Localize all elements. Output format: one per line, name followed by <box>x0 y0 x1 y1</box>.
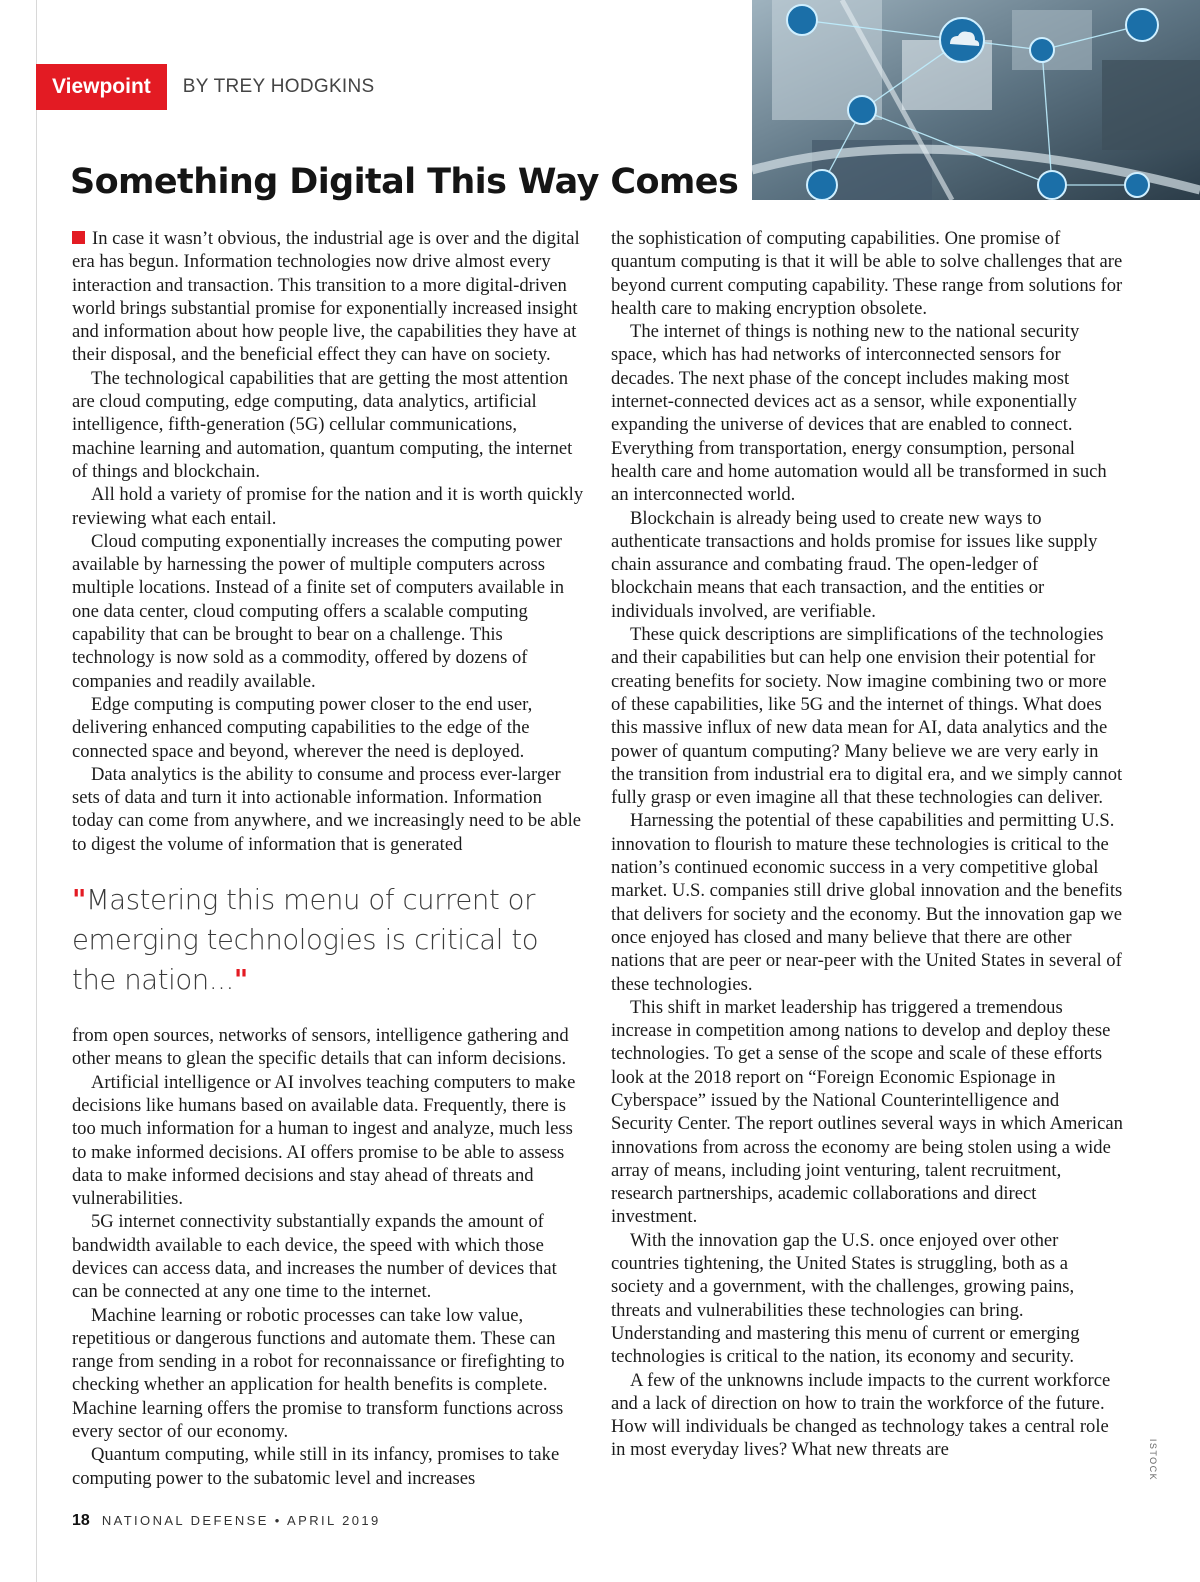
pull-quote-text: Mastering this menu of current or emerging technologies is critical to the nation... <box>72 884 539 997</box>
paragraph: With the innovation gap the U.S. once enjoyed over other countries tightening, the United States is struggling, both as a society and a government, with the challenges, growing pains, threats and vulnerabilities these technologies can bring. Understanding and mastering this menu of current or emerging technologies is critical to the nation, its economy and security. <box>611 1229 1080 1368</box>
page-edge-rule <box>36 0 37 1582</box>
paragraph: the sophistication of computing capabilities. One promise of quantum computing is that it will be able to solve challenges that are beyond current computing capability. These range from solutions for health care to making encryption obsolete. <box>611 228 1123 319</box>
paragraph: from open sources, networks of sensors, intelligence gathering and other means to glean the specific details that can inform decisions. <box>72 1025 569 1070</box>
publication-line: NATIONAL DEFENSE • APRIL 2019 <box>101 1513 381 1528</box>
pull-quote <box>72 880 584 1000</box>
paragraph: Edge computing is computing power closer to the end user, delivering enhanced computing capabilities to the edge of the connected space and beyond, wherever the need is deployed. <box>72 693 533 762</box>
headline: Something Digital This Way Comes <box>70 162 739 202</box>
hero-image <box>752 0 1200 200</box>
section-tag: Viewpoint <box>36 64 167 110</box>
network-city-photo-icon <box>752 0 1200 200</box>
paragraph: This shift in market leadership has triggered a tremendous increase in competition among nations to develop and deploy these technologies. To get a sense of the scope and scale of these efforts look at the 2018 report on “Foreign Economic Espionage in Cyberspace” issued by the National Counterintelligence and Security Center. The report outlines several ways in which American innovations from across the economy are being stolen using a wide array of means, including joint venturing, talent recruitment, research partnerships, academic collaborations and direct investment. <box>611 996 1123 1228</box>
paragraph: Harnessing the potential of these capabilities and permitting U.S. innovation to flourish to mature these technologies is critical to the nation’s continued economic success in a very competitive global market. U.S. companies still drive global innovation and the benefits that delivers for society and the economy. But the innovation gap we once enjoyed has closed and many believe that there are other nations that are peer or near-peer with the United States in several of these technologies. <box>611 810 1123 995</box>
paragraph: Cloud computing exponentially increases the computing power available by harnessing the power of multiple computers across multiple locations. Instead of a finite set of computers available in one data center, cloud computing offers a scalable computing capability that can be brought to bear on a challenge. This technology is now sold as a commodity, offered by dozens of companies and readily available. <box>72 530 565 692</box>
paragraph: These quick descriptions are simplifications of the technologies and their capabilities but can help one envision their potential for creating benefits for society. Now imagine combining two or more of these capabilities, like 5G and the internet of things. What does this massive influx of new data mean for AI, data analytics and the power of quantum computing? Many believe we are very early in the transition from industrial era to digital era, and we simply cannot fully grasp or even imagine all that these technologies can deliver. <box>611 624 1123 809</box>
left-column <box>72 227 584 1490</box>
page-footer <box>72 1512 381 1530</box>
photo-credit: ISTOCK <box>1148 1438 1159 1482</box>
article-header <box>36 64 375 110</box>
paragraph: 5G internet connectivity substantially expands the amount of bandwidth available to each device, the speed with which those devices can access data, and increases the number of devices that can be connected at any one time to the internet. <box>72 1211 557 1303</box>
paragraph: Blockchain is already being used to create new ways to authenticate transactions and holds promise for issues like supply chain assurance and combating fraud. The open-ledger of blockchain means that each transaction, and the entities or individuals involved, are verifiable. <box>611 507 1098 622</box>
paragraph: Artificial intelligence or AI involves teaching computers to make decisions like humans based on available data. Frequently, there is too much information for a human to ingest and analyze, much less to make informed decisions. AI offers promise to be able to assess data to make informed decisions and stay ahead of threats and vulnerabilities. <box>72 1071 576 1210</box>
paragraph: The internet of things is nothing new to the national security space, which has had networks of interconnected sensors for decades. The next phase of the concept includes making most internet-connected devices act as a sensor, while exponentially expanding the universe of devices that are enabled to connect. Everything from transportation, energy consumption, personal health care and home automation would all be transformed in such an interconnected world. <box>611 321 1107 506</box>
paragraph: All hold a variety of promise for the nation and it is worth quickly reviewing what each entail. <box>72 484 584 529</box>
right-column <box>611 227 1123 1462</box>
page-number: 18 <box>72 1512 90 1529</box>
paragraph: Quantum computing, while still in its infancy, promises to take computing power to the subatomic level and increases <box>72 1444 560 1489</box>
close-quote-mark: " <box>233 964 248 997</box>
paragraph: In case it wasn’t obvious, the industrial age is over and the digital era has begun. Information technologies now drive almost every interaction and transaction. This transition to a more digital-driven world brings substantial promise for exponentially increased insight and information about how people live, the capabilities they have at their disposal, and the beneficial effect they can have on society. <box>72 228 580 366</box>
square-bullet-icon <box>72 231 85 244</box>
paragraph: Machine learning or robotic processes can take low value, repetitious or dangerous functions and automate them. These can range from sending in a robot for reconnaissance or firefighting to checking whether an application for health benefits is complete. Machine learning offers the promise to transform functions across every sector of our economy. <box>72 1304 565 1443</box>
open-quote-mark: " <box>72 884 86 917</box>
paragraph: The technological capabilities that are getting the most attention are cloud computing, edge computing, data analytics, artificial intelligence, fifth-generation (5G) cellular communications, machine learning and automation, quantum computing, the internet of things and blockchain. <box>72 367 573 482</box>
byline: BY TREY HODGKINS <box>182 76 375 97</box>
paragraph: Data analytics is the ability to consume and process ever-larger sets of data and turn it into actionable information. Information today can come from anywhere, and we increasingly need to be able to digest the volume of information that is generated <box>72 763 582 855</box>
paragraph: A few of the unknowns include impacts to the current workforce and a lack of direction on how to train the workforce of the future. How will individuals be changed as technology takes a central role in most everyday lives? What new threats are <box>611 1369 1111 1461</box>
